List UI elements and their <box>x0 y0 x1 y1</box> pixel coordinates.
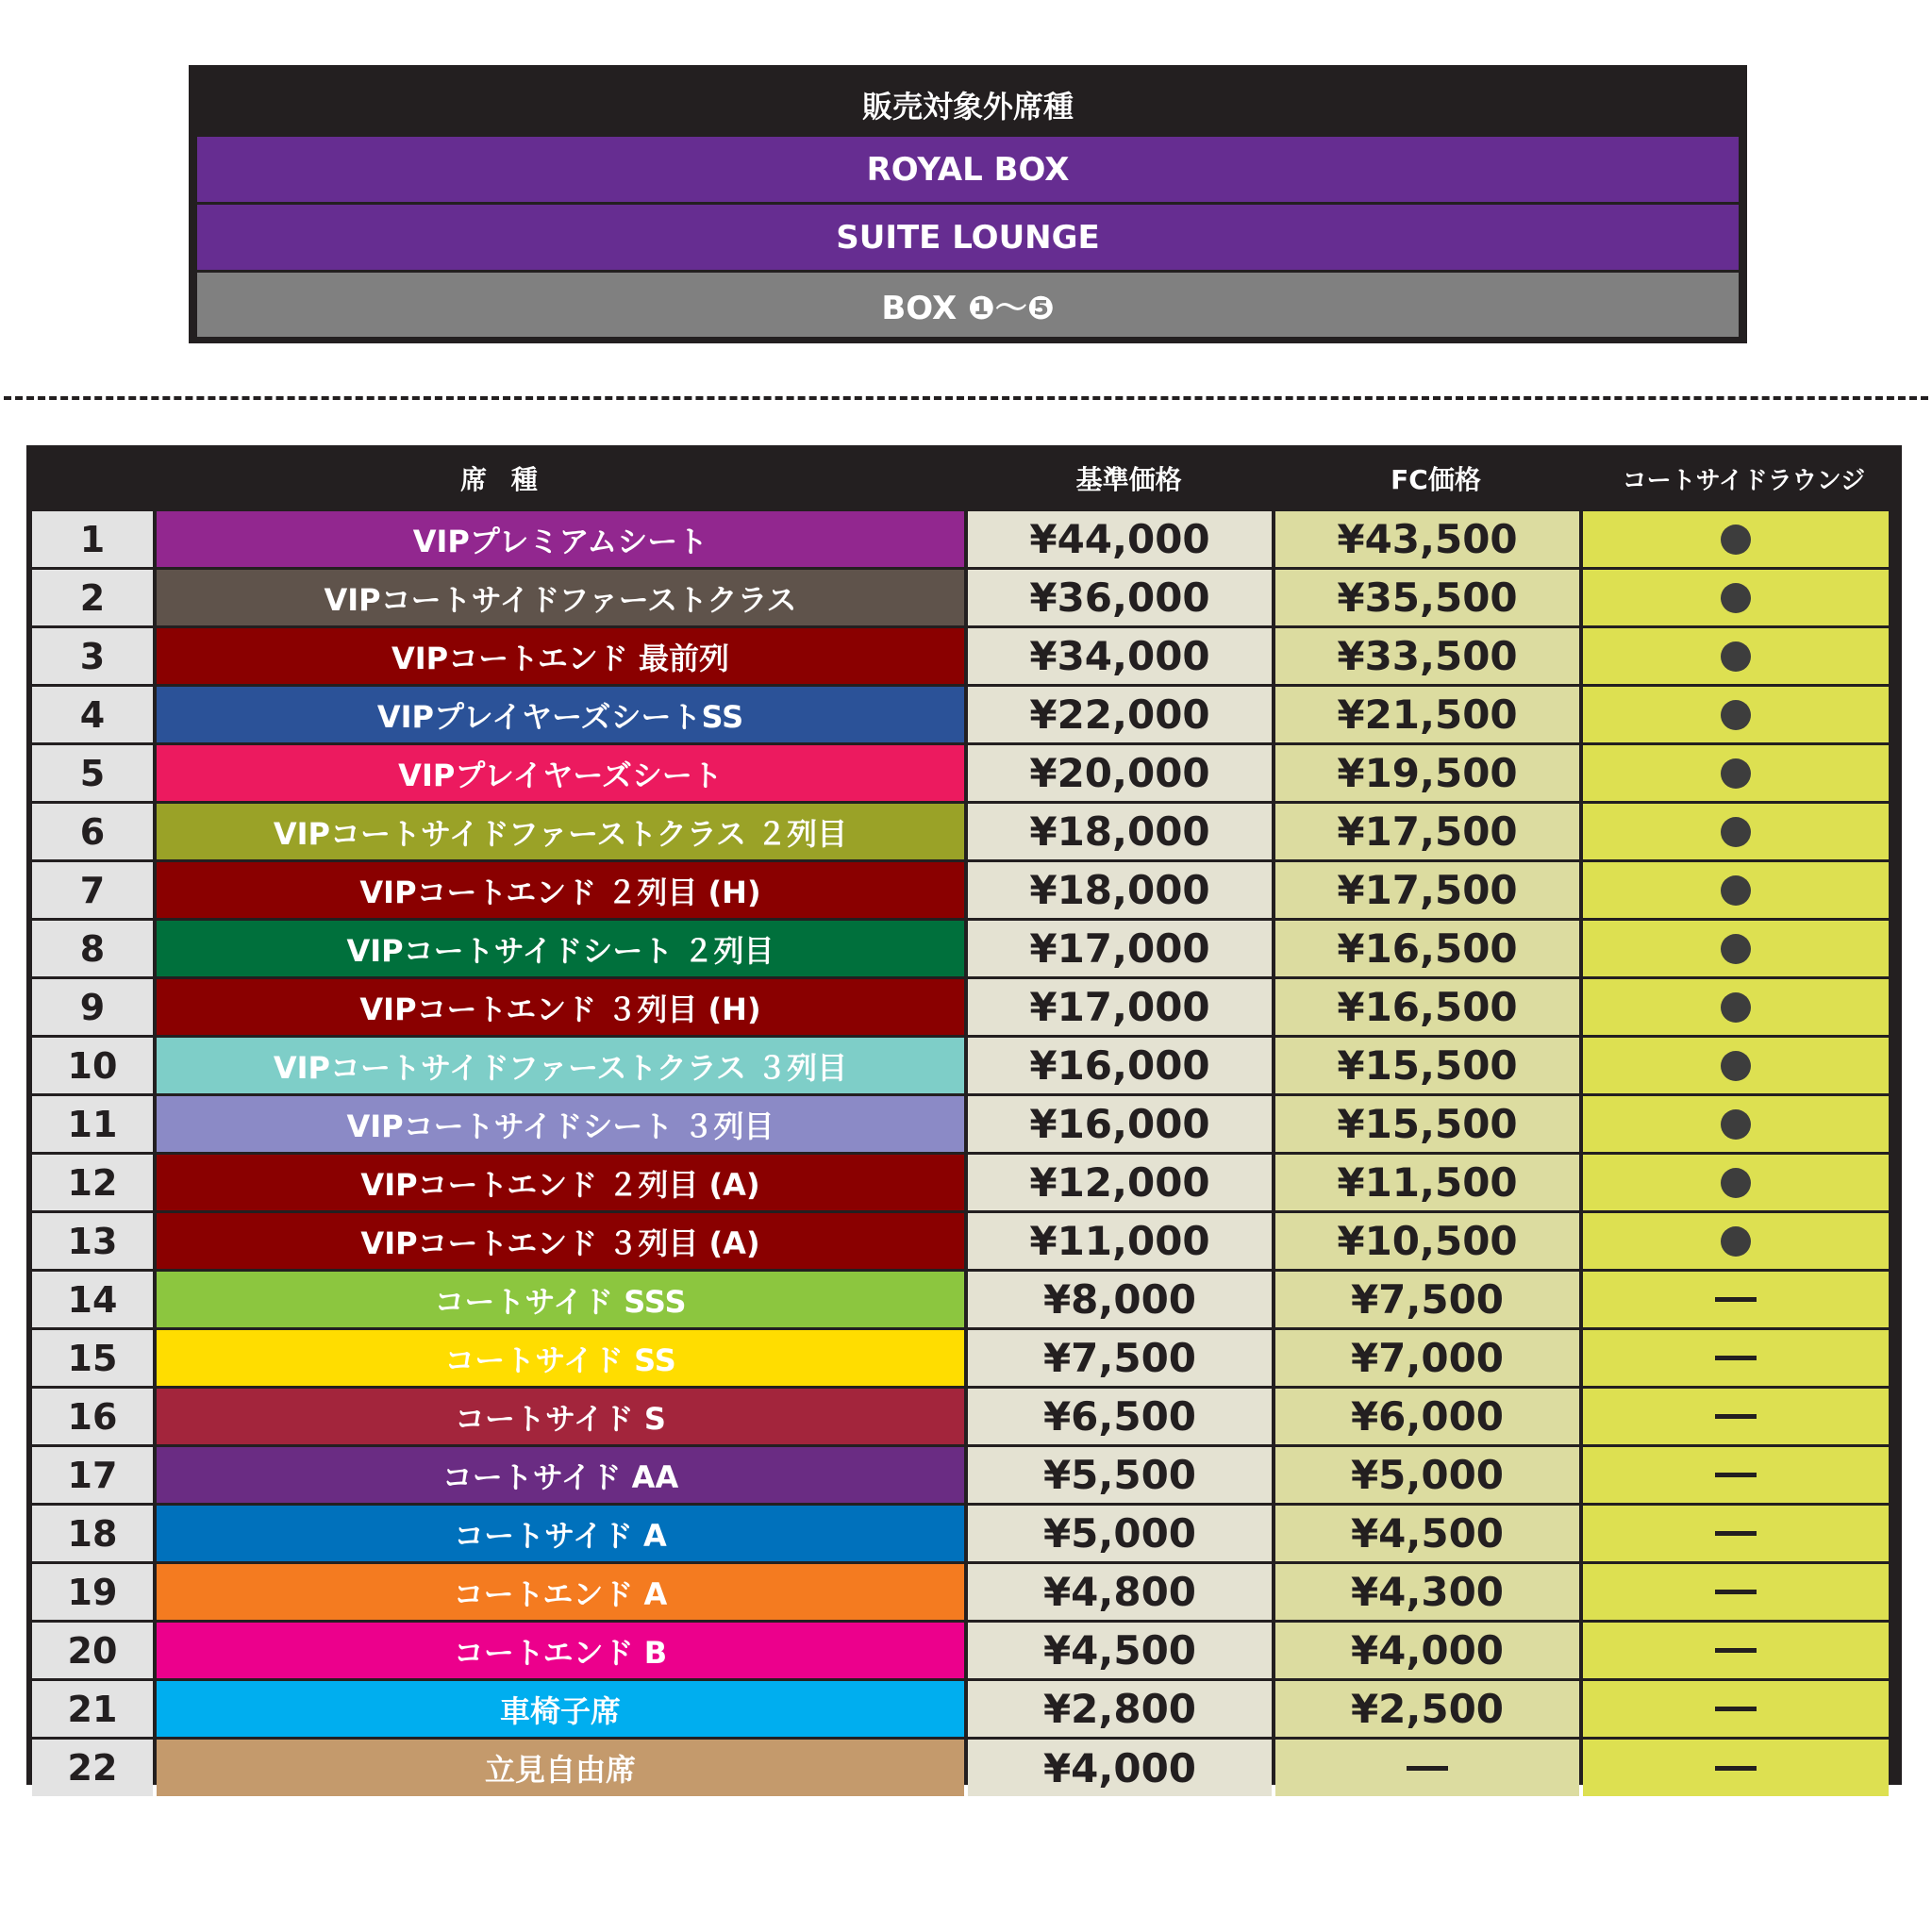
lounge-not-included-dash-icon <box>1715 1297 1757 1302</box>
seat-type-cell: VIPプレイヤーズシートSS <box>157 687 964 742</box>
lounge-access-cell <box>1583 628 1889 684</box>
lounge-access-cell <box>1583 921 1889 976</box>
seat-type-cell: VIPコートエンド 最前列 <box>157 628 964 684</box>
fc-price-cell: ¥43,500 <box>1275 511 1579 567</box>
lounge-not-included-dash-icon <box>1715 1766 1757 1771</box>
base-price-cell: ¥5,000 <box>968 1506 1272 1561</box>
base-price-cell: ¥18,000 <box>968 804 1272 859</box>
lounge-included-dot-icon <box>1721 1168 1751 1198</box>
excluded-seats-header: 販売対象外席種 <box>861 89 1074 125</box>
base-price-cell: ¥20,000 <box>968 745 1272 801</box>
base-price-cell: ¥34,000 <box>968 628 1272 684</box>
row-number: 15 <box>32 1330 153 1386</box>
fc-price-cell: ¥17,500 <box>1275 804 1579 859</box>
row-number: 9 <box>32 979 153 1035</box>
lounge-access-cell <box>1583 1389 1889 1444</box>
seat-type-cell: コートサイド S <box>157 1389 964 1444</box>
fc-price-cell: ¥15,500 <box>1275 1096 1579 1152</box>
seat-type-cell: コートサイド A <box>157 1506 964 1561</box>
base-price-cell: ¥7,500 <box>968 1330 1272 1386</box>
seat-type-cell: コートサイド SSS <box>157 1272 964 1327</box>
lounge-not-included-dash-icon <box>1715 1414 1757 1419</box>
table-row <box>32 1213 1896 1269</box>
base-price-cell: ¥5,500 <box>968 1447 1272 1503</box>
lounge-not-included-dash-icon <box>1715 1531 1757 1536</box>
seat-type-cell: VIPコートサイドファーストクラス ２列目 <box>157 804 964 859</box>
base-price-cell: ¥17,000 <box>968 921 1272 976</box>
lounge-included-dot-icon <box>1721 525 1751 555</box>
row-number: 20 <box>32 1623 153 1678</box>
base-price-cell: ¥2,800 <box>968 1681 1272 1737</box>
excluded-seat-row: ROYAL BOX <box>197 137 1739 202</box>
header-seat-type: 席 種 <box>460 464 545 495</box>
lounge-access-cell <box>1583 1740 1889 1796</box>
base-price-cell: ¥12,000 <box>968 1155 1272 1210</box>
row-number: 16 <box>32 1389 153 1444</box>
table-row <box>32 1506 1896 1561</box>
fc-price-cell: ¥16,500 <box>1275 921 1579 976</box>
lounge-access-cell <box>1583 1155 1889 1210</box>
base-price-cell: ¥4,000 <box>968 1740 1272 1796</box>
row-number: 12 <box>32 1155 153 1210</box>
row-number: 2 <box>32 570 153 625</box>
lounge-access-cell <box>1583 1623 1889 1678</box>
table-row <box>32 1740 1896 1796</box>
fc-price-cell: ¥2,500 <box>1275 1681 1579 1737</box>
table-row <box>32 628 1896 684</box>
lounge-access-cell <box>1583 1506 1889 1561</box>
seat-type-cell: コートサイド AA <box>157 1447 964 1503</box>
lounge-access-cell <box>1583 1681 1889 1737</box>
fc-price-cell: ¥4,000 <box>1275 1623 1579 1678</box>
lounge-included-dot-icon <box>1721 992 1751 1023</box>
row-number: 19 <box>32 1564 153 1620</box>
table-row <box>32 1330 1896 1386</box>
row-number: 7 <box>32 862 153 918</box>
lounge-access-cell <box>1583 1213 1889 1269</box>
table-row <box>32 1155 1896 1210</box>
seat-type-cell: VIPコートサイドファーストクラス <box>157 570 964 625</box>
seat-type-cell: VIPコートエンド ２列目 (A) <box>157 1155 964 1210</box>
lounge-not-included-dash-icon <box>1715 1356 1757 1360</box>
seat-type-cell: VIPコートエンド ３列目 (A) <box>157 1213 964 1269</box>
fc-price-cell: ¥4,500 <box>1275 1506 1579 1561</box>
lounge-included-dot-icon <box>1721 1109 1751 1140</box>
row-number: 6 <box>32 804 153 859</box>
fc-price-cell: ¥6,000 <box>1275 1389 1579 1444</box>
base-price-cell: ¥22,000 <box>968 687 1272 742</box>
base-price-cell: ¥18,000 <box>968 862 1272 918</box>
excluded-seat-row: BOX ❶〜❺ <box>197 273 1739 337</box>
row-number: 17 <box>32 1447 153 1503</box>
table-row <box>32 1447 1896 1503</box>
lounge-access-cell <box>1583 687 1889 742</box>
table-row <box>32 1564 1896 1620</box>
row-number: 4 <box>32 687 153 742</box>
lounge-included-dot-icon <box>1721 934 1751 964</box>
seat-type-cell: 車椅子席 <box>157 1681 964 1737</box>
fc-price-cell: ¥7,500 <box>1275 1272 1579 1327</box>
seat-type-cell: VIPコートサイドシート ２列目 <box>157 921 964 976</box>
fc-price-cell: ¥17,500 <box>1275 862 1579 918</box>
seat-type-cell: コートエンド B <box>157 1623 964 1678</box>
row-number: 18 <box>32 1506 153 1561</box>
base-price-cell: ¥44,000 <box>968 511 1272 567</box>
not-available-dash-icon <box>1407 1766 1448 1771</box>
lounge-included-dot-icon <box>1721 700 1751 730</box>
table-body <box>32 511 1896 1796</box>
row-number: 14 <box>32 1272 153 1327</box>
row-number: 10 <box>32 1038 153 1093</box>
lounge-included-dot-icon <box>1721 817 1751 847</box>
lounge-access-cell <box>1583 862 1889 918</box>
header-base-price: 基準価格 <box>1075 464 1182 495</box>
table-row <box>32 804 1896 859</box>
lounge-access-cell <box>1583 1096 1889 1152</box>
base-price-cell: ¥36,000 <box>968 570 1272 625</box>
fc-price-cell: ¥11,500 <box>1275 1155 1579 1210</box>
seat-type-cell: 立見自由席 <box>157 1740 964 1796</box>
base-price-cell: ¥16,000 <box>968 1096 1272 1152</box>
table-row <box>32 979 1896 1035</box>
base-price-cell: ¥16,000 <box>968 1038 1272 1093</box>
header-fc-price: FC価格 <box>1391 464 1481 495</box>
base-price-cell: ¥8,000 <box>968 1272 1272 1327</box>
base-price-cell: ¥6,500 <box>968 1389 1272 1444</box>
table-row <box>32 1623 1896 1678</box>
table-row <box>32 511 1896 567</box>
excluded-seat-row: SUITE LOUNGE <box>197 205 1739 270</box>
fc-price-cell: ¥19,500 <box>1275 745 1579 801</box>
fc-price-cell: ¥4,300 <box>1275 1564 1579 1620</box>
table-row <box>32 1389 1896 1444</box>
lounge-access-cell <box>1583 1330 1889 1386</box>
row-number: 13 <box>32 1213 153 1269</box>
table-row <box>32 745 1896 801</box>
header-courtside-lounge: コートサイドラウンジ <box>1622 466 1866 495</box>
table-header-row <box>32 445 1896 511</box>
seat-type-cell: VIPコートサイドファーストクラス ３列目 <box>157 1038 964 1093</box>
lounge-included-dot-icon <box>1721 758 1751 789</box>
lounge-included-dot-icon <box>1721 875 1751 906</box>
lounge-not-included-dash-icon <box>1715 1590 1757 1594</box>
lounge-access-cell <box>1583 570 1889 625</box>
seat-type-cell: VIPプレミアムシート <box>157 511 964 567</box>
fc-price-cell: ¥15,500 <box>1275 1038 1579 1093</box>
fc-price-cell <box>1275 1740 1579 1796</box>
row-number: 3 <box>32 628 153 684</box>
lounge-access-cell <box>1583 1272 1889 1327</box>
lounge-access-cell <box>1583 511 1889 567</box>
fc-price-cell: ¥16,500 <box>1275 979 1579 1035</box>
lounge-access-cell <box>1583 979 1889 1035</box>
table-row <box>32 1272 1896 1327</box>
table-row <box>32 1681 1896 1737</box>
table-row <box>32 570 1896 625</box>
dashed-divider <box>4 396 1928 400</box>
row-number: 22 <box>32 1740 153 1796</box>
lounge-access-cell <box>1583 1564 1889 1620</box>
lounge-included-dot-icon <box>1721 1051 1751 1081</box>
excluded-seats-box <box>189 65 1747 343</box>
lounge-access-cell <box>1583 804 1889 859</box>
fc-price-cell: ¥35,500 <box>1275 570 1579 625</box>
seat-type-cell: コートエンド A <box>157 1564 964 1620</box>
price-table <box>26 445 1902 1791</box>
seat-type-cell: VIPコートエンド ３列目 (H) <box>157 979 964 1035</box>
lounge-included-dot-icon <box>1721 1226 1751 1257</box>
base-price-cell: ¥4,500 <box>968 1623 1272 1678</box>
base-price-cell: ¥4,800 <box>968 1564 1272 1620</box>
fc-price-cell: ¥33,500 <box>1275 628 1579 684</box>
row-number: 21 <box>32 1681 153 1737</box>
table-row <box>32 921 1896 976</box>
lounge-not-included-dash-icon <box>1715 1473 1757 1477</box>
fc-price-cell: ¥5,000 <box>1275 1447 1579 1503</box>
table-row <box>32 862 1896 918</box>
lounge-access-cell <box>1583 1447 1889 1503</box>
lounge-access-cell <box>1583 745 1889 801</box>
row-number: 1 <box>32 511 153 567</box>
lounge-included-dot-icon <box>1721 641 1751 672</box>
fc-price-cell: ¥10,500 <box>1275 1213 1579 1269</box>
table-row <box>32 1096 1896 1152</box>
seat-type-cell: VIPコートサイドシート ３列目 <box>157 1096 964 1152</box>
seat-type-cell: VIPコートエンド ２列目 (H) <box>157 862 964 918</box>
row-number: 8 <box>32 921 153 976</box>
base-price-cell: ¥11,000 <box>968 1213 1272 1269</box>
seat-type-cell: コートサイド SS <box>157 1330 964 1386</box>
row-number: 5 <box>32 745 153 801</box>
lounge-not-included-dash-icon <box>1715 1648 1757 1653</box>
row-number: 11 <box>32 1096 153 1152</box>
fc-price-cell: ¥7,000 <box>1275 1330 1579 1386</box>
lounge-not-included-dash-icon <box>1715 1707 1757 1711</box>
seat-type-cell: VIPプレイヤーズシート <box>157 745 964 801</box>
table-row <box>32 687 1896 742</box>
table-row <box>32 1038 1896 1093</box>
lounge-access-cell <box>1583 1038 1889 1093</box>
fc-price-cell: ¥21,500 <box>1275 687 1579 742</box>
base-price-cell: ¥17,000 <box>968 979 1272 1035</box>
lounge-included-dot-icon <box>1721 583 1751 613</box>
